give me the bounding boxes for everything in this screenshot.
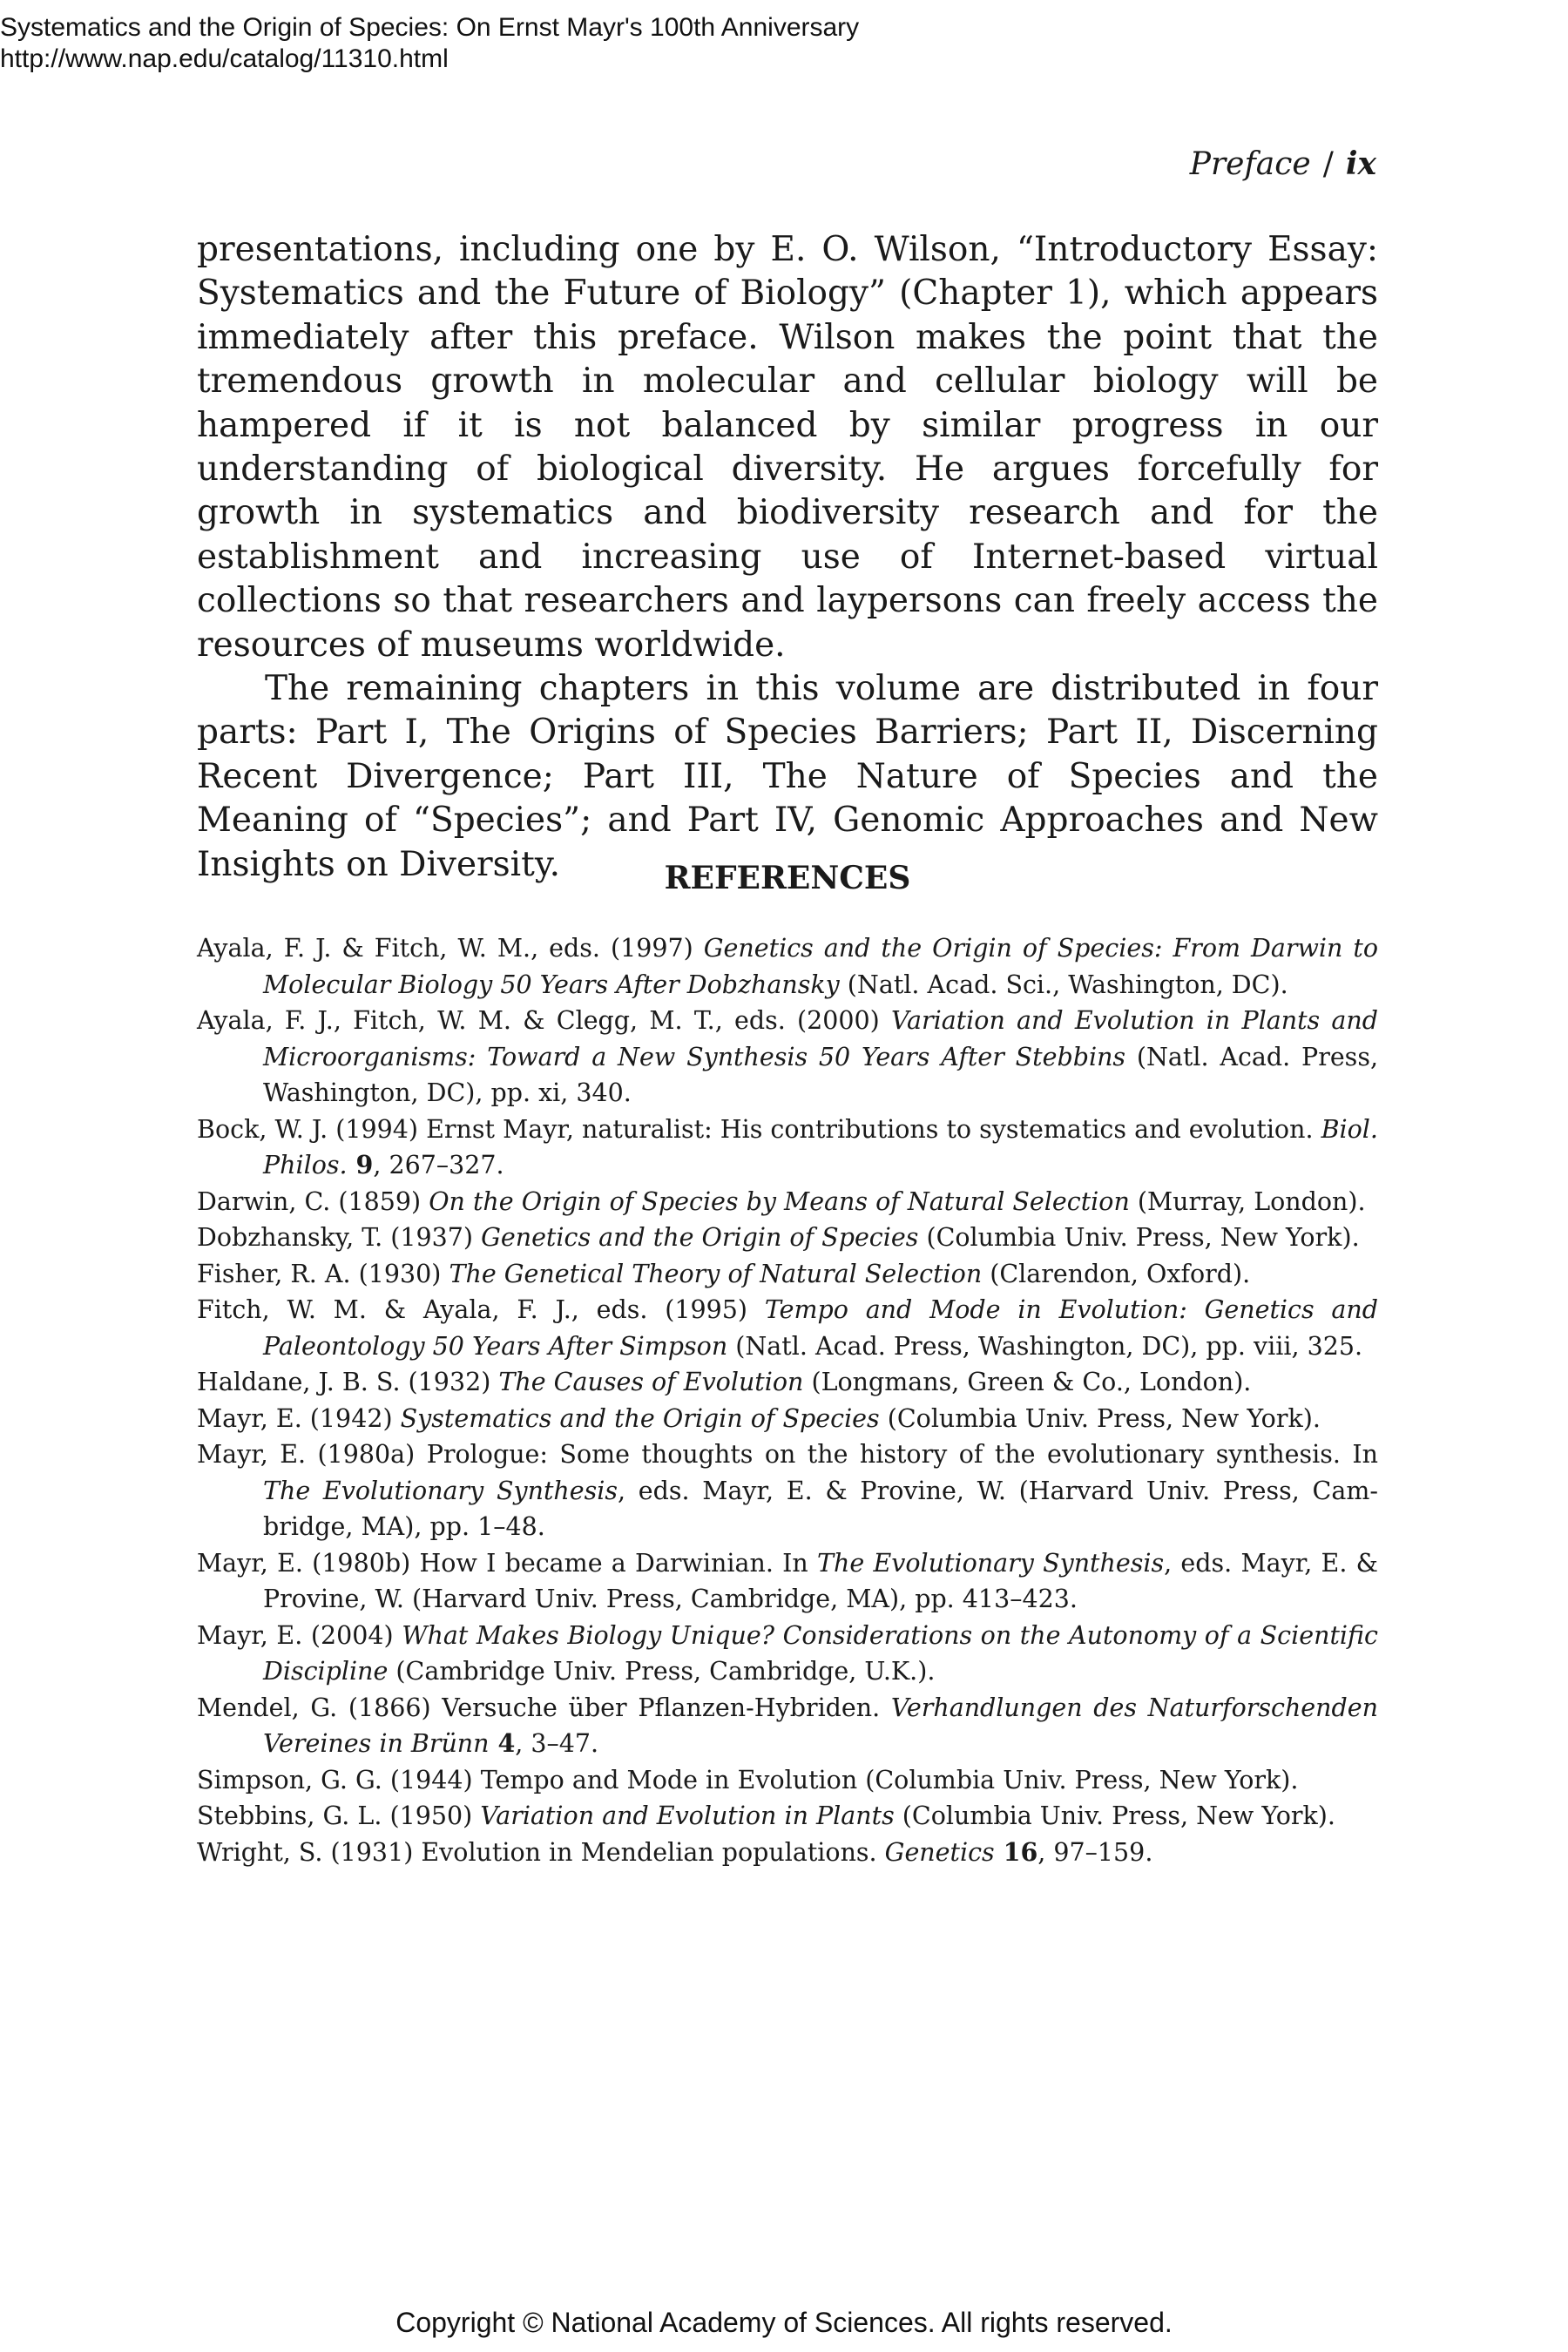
ref-text: , 3–47. [515, 1729, 599, 1758]
reference-item [197, 1762, 1378, 1799]
ref-text: (Columbia Univ. Press, New York). [879, 1403, 1321, 1433]
ref-italic: Systematics and the Origin of Species [400, 1403, 880, 1433]
ref-italic: On the Origin of Species by Means of Natural Selection [429, 1186, 1130, 1216]
ref-italic: Variation and Evolution in Plants [480, 1801, 895, 1830]
ref-text: Simpson, G. G. (1944) Tempo and Mode in Evolution (Columbia Univ. Press, New York). [197, 1765, 1299, 1794]
ref-text: (Longmans, Green & Co., London). [803, 1368, 1252, 1396]
ref-text: (Natl. Acad. Press, Washington, DC), pp. viii, 325. [727, 1331, 1363, 1361]
ref-text: (Columbia Univ. Press, New York). [894, 1801, 1335, 1830]
reference-item [197, 1112, 1378, 1184]
reference-item [197, 1256, 1378, 1293]
web-header-title: Systematics and the Origin of Species: On Ernst Mayr's 100th Anniversary [0, 13, 860, 42]
ref-text: , 97–159. [1037, 1837, 1153, 1867]
reference-item [197, 1364, 1378, 1401]
reference-item [197, 1292, 1378, 1364]
ref-italic: Variation and Evolution in Plants and Microorganisms: Toward a New Synthesis 50 Years After Stebbins [263, 1006, 1378, 1071]
reference-item [197, 1545, 1378, 1618]
ref-text: , 267–327. [373, 1151, 504, 1179]
reference-item [197, 1401, 1378, 1437]
ref-italic: Tempo and Mode in Evolution: Genetics and Paleontology 50 Years After Simpson [263, 1295, 1378, 1361]
references-list [197, 930, 1378, 1870]
page-number: ix [1345, 145, 1376, 182]
ref-text: Mayr, E. (1980a) Prologue: Some thoughts on the history of the evolutionary synthesis. In [197, 1440, 1378, 1469]
ref-text: Darwin, C. (1859) [197, 1186, 429, 1216]
ref-italic: Genetics and the Origin of Species [481, 1223, 919, 1252]
ref-italic: Genetics and the Origin of Species: From Darwin to Molecular Biology 50 Years After Dobzhansky [263, 934, 1378, 999]
body-paragraph: The remaining chapters in this volume are distributed in four parts: Part I, The Origins of Species Barriers; Part II, Discerning Recent Divergence; Part III, The Nature of Species and the Meaning of “Species”; and Part IV, Genomic Approaches and New Insights on Diversity. [197, 669, 1378, 884]
reference-item [197, 1618, 1378, 1690]
ref-text: (Cambridge Univ. Press, Cambridge, U.K.). [388, 1657, 936, 1686]
references-heading: REFERENCES [664, 860, 911, 896]
copyright-footer: Copyright © National Academy of Sciences. All rights reserved. [395, 2307, 1173, 2338]
reference-item [197, 1184, 1378, 1220]
reference-item [197, 1798, 1378, 1835]
ref-text: (Natl. Acad. Sci., Washington, DC). [839, 970, 1288, 999]
ref-italic: What Makes Biology Unique? Considerations on the Autonomy of a Scientific Discipline [263, 1620, 1379, 1686]
ref-bold: 16 [994, 1836, 1038, 1867]
ref-text: , eds. Mayr, E. & Provine, W. (Harvard Univ. Press, Cambridge, MA), pp. 1–48. [263, 1476, 1379, 1541]
ref-italic: The Evolutionary Synthesis [263, 1476, 618, 1505]
ref-bold: 4 [489, 1728, 516, 1758]
ref-italic: Biol. Philos. [263, 1114, 1378, 1179]
reference-item [197, 1690, 1378, 1762]
ref-italic: Genetics [884, 1837, 995, 1867]
reference-item [197, 930, 1378, 1003]
body-text [197, 228, 1378, 887]
ref-text: Ayala, F. J., Fitch, W. M. & Clegg, M. T., eds. (2000) [197, 1006, 892, 1035]
ref-italic: The Evolutionary Synthesis [817, 1548, 1165, 1578]
ref-text: (Murray, London). [1129, 1186, 1366, 1216]
ref-text: (Clarendon, Oxford). [982, 1259, 1251, 1288]
ref-text: Wright, S. (1931) Evolution in Mendelian populations. [197, 1837, 885, 1867]
body-paragraph: presentations, including one by E. O. Wilson, “Introductory Essay: Systematics and the Future of Biology” (Chapter 1), which appears immediately after this preface. Wilson makes the point that the tremendous growth in molecular and cellular biology will be hampered if it is not balanced by similar progress in our understanding of biological diversity. He argues forcefully for growth in systematics and biodiversity research and for the establishment and increasing use of Internet-based virtual collections so that researchers and laypersons can freely access the resources of museums worldwide. [197, 230, 1378, 665]
reference-item [197, 1436, 1378, 1545]
ref-italic: Verhandlungen des Naturforschenden Vereines in Brünn [263, 1693, 1378, 1758]
running-head-separator: / [1322, 146, 1334, 182]
reference-item [197, 1003, 1378, 1112]
ref-bold: 9 [347, 1150, 374, 1179]
reference-item [197, 1220, 1378, 1256]
ref-text: Mayr, E. (1980b) How I became a Darwinian. In [197, 1548, 818, 1578]
ref-text: Mayr, E. (1942) [197, 1403, 401, 1433]
ref-italic: The Genetical Theory of Natural Selection [449, 1259, 983, 1288]
ref-text: (Columbia Univ. Press, New York). [918, 1223, 1360, 1252]
ref-text: Fisher, R. A. (1930) [197, 1259, 449, 1288]
ref-text: (Natl. Acad. Press, Washington, DC), pp. xi, 340. [263, 1042, 1378, 1107]
ref-text: Mayr, E. (2004) [197, 1620, 402, 1650]
web-header [0, 12, 859, 75]
ref-italic: The Causes of Evolution [498, 1368, 804, 1396]
web-header-url: http://www.nap.edu/catalog/11310.html [0, 44, 449, 73]
ref-text: Bock, W. J. (1994) Ernst Mayr, naturalist: His contributions to systematics and evolution. [197, 1114, 1321, 1144]
running-head [1190, 145, 1376, 182]
reference-item [197, 1835, 1378, 1871]
ref-text: Ayala, F. J. & Fitch, W. M., eds. (1997) [197, 934, 704, 963]
running-head-section: Preface [1189, 146, 1311, 182]
ref-text: , eds. Mayr, E. & Provine, W. (Harvard Univ. Press, Cambridge, MA), pp. 413–423. [263, 1548, 1379, 1613]
ref-text: Mendel, G. (1866) Versuche über Pflanzen-Hybriden. [197, 1693, 891, 1722]
ref-text: Haldane, J. B. S. (1932) [197, 1368, 499, 1396]
ref-text: Dobzhansky, T. (1937) [197, 1223, 482, 1252]
ref-text: Fitch, W. M. & Ayala, F. J., eds. (1995) [197, 1295, 765, 1324]
ref-text: Stebbins, G. L. (1950) [197, 1801, 481, 1830]
